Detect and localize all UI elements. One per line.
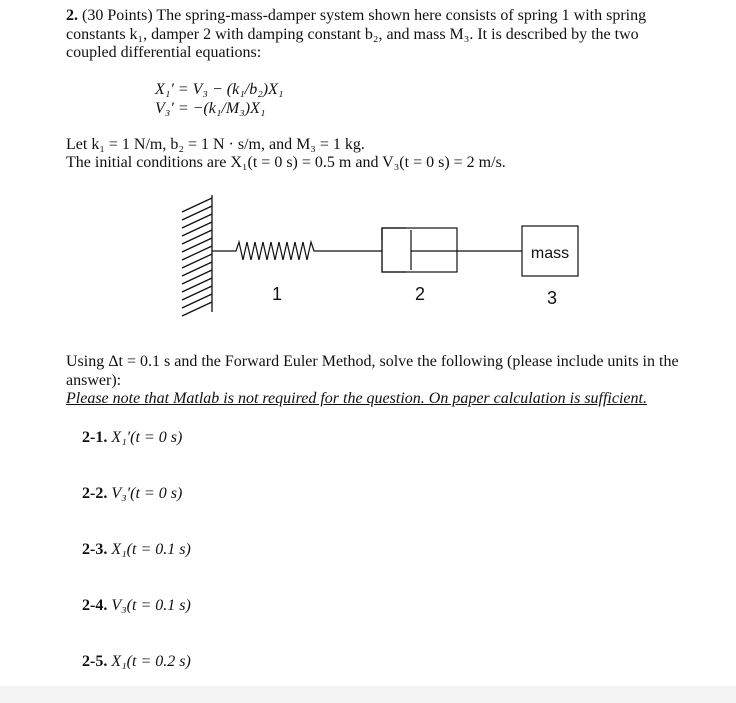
question-2-3 xyxy=(82,540,191,560)
question-label: 2-2. xyxy=(82,485,108,502)
problem-intro-text-1: (30 Points) The spring-mass-damper system shown here consists of spring 1 with spring xyxy=(82,7,647,24)
question-label: 2-5. xyxy=(82,653,108,670)
question-expression: V₃′(t = 0 s) xyxy=(111,485,183,502)
question-expression: X₁′(t = 0 s) xyxy=(111,429,183,446)
spring-number-label: 1 xyxy=(271,284,283,304)
problem-intro-line-1 xyxy=(66,6,646,26)
question-label: 2-1. xyxy=(82,429,108,446)
question-expression: V₃(t = 0.1 s) xyxy=(111,597,191,614)
parameters-line-2: The initial conditions are X₁(t = 0 s) = 0.5 m and V₃(t = 0 s) = 2 m/s. xyxy=(66,154,506,171)
question-expression: X₁(t = 0.1 s) xyxy=(111,541,191,558)
instructions-line-1: Using Δt = 0.1 s and the Forward Euler Method, solve the following (please include units in the xyxy=(66,353,679,370)
diagram-svg xyxy=(170,190,590,320)
wall-icon xyxy=(182,195,212,316)
question-2-1 xyxy=(82,428,182,448)
problem-intro-line-3: coupled differential equations: xyxy=(66,44,262,61)
problem-number: 2. xyxy=(66,7,78,24)
spring-mass-damper-diagram xyxy=(170,190,590,320)
question-expression: X₁(t = 0.2 s) xyxy=(111,653,191,670)
question-label: 2-4. xyxy=(82,597,108,614)
damper-icon xyxy=(382,228,522,272)
equation-1: X₁′ = V₃ − (k₁/b₂)X₁ xyxy=(155,81,284,98)
problem-intro-line-2: constants k₁, damper 2 with damping constant b₂, and mass M₃. It is described by the two xyxy=(66,26,639,43)
page-bottom-band xyxy=(0,686,736,703)
parameters-line-1: Let k₁ = 1 N/m, b₂ = 1 N · s/m, and M₃ = 1 kg. xyxy=(66,136,365,153)
question-2-4 xyxy=(82,596,191,616)
question-2-5 xyxy=(82,652,191,672)
spring-icon xyxy=(212,242,382,260)
question-label: 2-3. xyxy=(82,541,108,558)
damper-number-label: 2 xyxy=(414,284,426,304)
mass-label: mass xyxy=(530,245,570,262)
question-2-2 xyxy=(82,484,182,504)
instructions-line-2: answer): xyxy=(66,372,122,389)
mass-number-label: 3 xyxy=(546,288,558,308)
equation-2: V₃′ = −(k₁/M₃)X₁ xyxy=(155,100,266,117)
instructions-note: Please note that Matlab is not required for the question. On paper calculation is sufficient. xyxy=(66,390,647,407)
